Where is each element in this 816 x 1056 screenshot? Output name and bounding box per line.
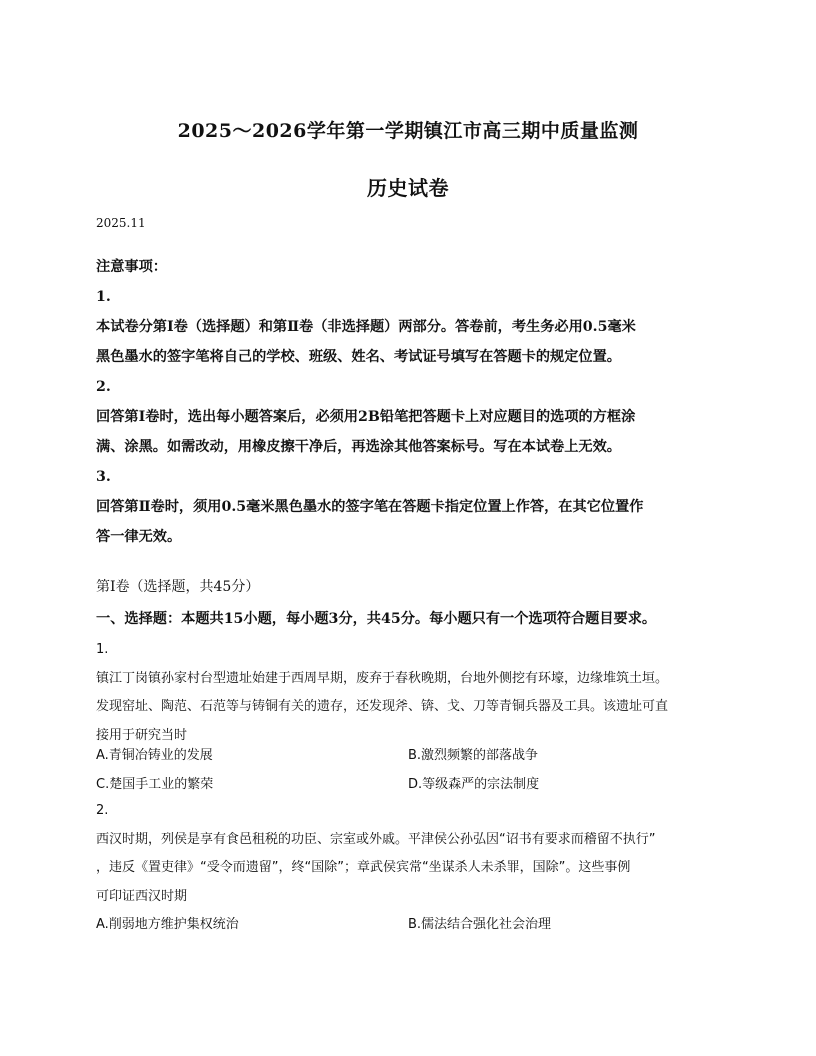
note-number: 3. — [96, 469, 111, 485]
option-a: A.青铜冶铸业的发展 — [96, 748, 213, 763]
notes-block — [96, 252, 720, 552]
section-volume: 第Ⅰ卷（选择题，共45分） — [96, 579, 260, 595]
exam-subject: 历史试卷 — [367, 176, 449, 200]
question-number: 2. — [96, 803, 109, 818]
question-line: 西汉时期，列侯是享有食邑租税的功臣、宗室或外戚。平津侯公孙弘因“诏书有要求而稽留不执行” — [96, 831, 656, 847]
option-b: B.儒法结合强化社会治理 — [408, 917, 552, 932]
question-line: 发现窑址、陶范、石范等与铸铜有关的遗存，还发现斧、锛、戈、刀等青铜兵器及工具。该遗址可直 — [96, 699, 669, 714]
question-line: ，违反《置吏律》“受令而遗留”，终“国除”；章武侯宾常“坐谋杀人未杀罪，国除”。这些事例 — [96, 860, 631, 875]
note-line: 黑色墨水的签字笔将自己的学校、班级、姓名、考试证号填写在答题卡的规定位置。 — [96, 349, 621, 365]
question-line: 镇江丁岗镇孙家村台型遗址始建于西周早期，废弃于春秋晚期，台地外侧挖有环壕，边缘堆筑土垣。 — [96, 670, 669, 686]
notes-heading: 注意事项： — [96, 259, 167, 275]
exam-title: 2025～2026学年第一学期镇江市高三期中质量监测 — [177, 120, 639, 142]
note-line: 回答第Ⅱ卷时，须用0.5毫米黑色墨水的签字笔在答题卡指定位置上作答，在其它位置作 — [96, 499, 644, 515]
note-number: 1. — [96, 289, 111, 305]
option-c: C.楚国手工业的繁荣 — [96, 776, 214, 792]
question-1-options — [96, 742, 720, 799]
note-number: 2. — [96, 379, 111, 395]
option-d: D.等级森严的宗法制度 — [408, 776, 540, 792]
note-line: 满、涂黑。如需改动，用橡皮擦干净后，再选涂其他答案标号。写在本试卷上无效。 — [96, 439, 621, 455]
note-line: 回答第Ⅰ卷时，选出每小题答案后，必须用2B铅笔把答题卡上对应题目的选项的方框涂 — [96, 409, 636, 425]
option-b: B.激烈频繁的部落战争 — [408, 748, 539, 763]
note-line: 本试卷分第Ⅰ卷（选择题）和第Ⅱ卷（非选择题）两部分。答卷前，考生务必用0.5毫米 — [96, 319, 636, 335]
question-2 — [96, 797, 720, 911]
exam-date: 2025.11 — [96, 216, 146, 230]
question-1 — [96, 636, 720, 750]
note-line: 答一律无效。 — [96, 529, 182, 545]
question-2-options — [96, 911, 720, 940]
question-line: 可印证西汉时期 — [96, 888, 188, 904]
question-number: 1. — [96, 642, 109, 657]
section-part: 一、选择题：本题共15小题，每小题3分，共45分。每小题只有一个选项符合题目要求。 — [96, 611, 657, 627]
question-line: 接用于研究当时 — [96, 727, 188, 743]
option-a: A.削弱地方维护集权统治 — [96, 917, 239, 932]
